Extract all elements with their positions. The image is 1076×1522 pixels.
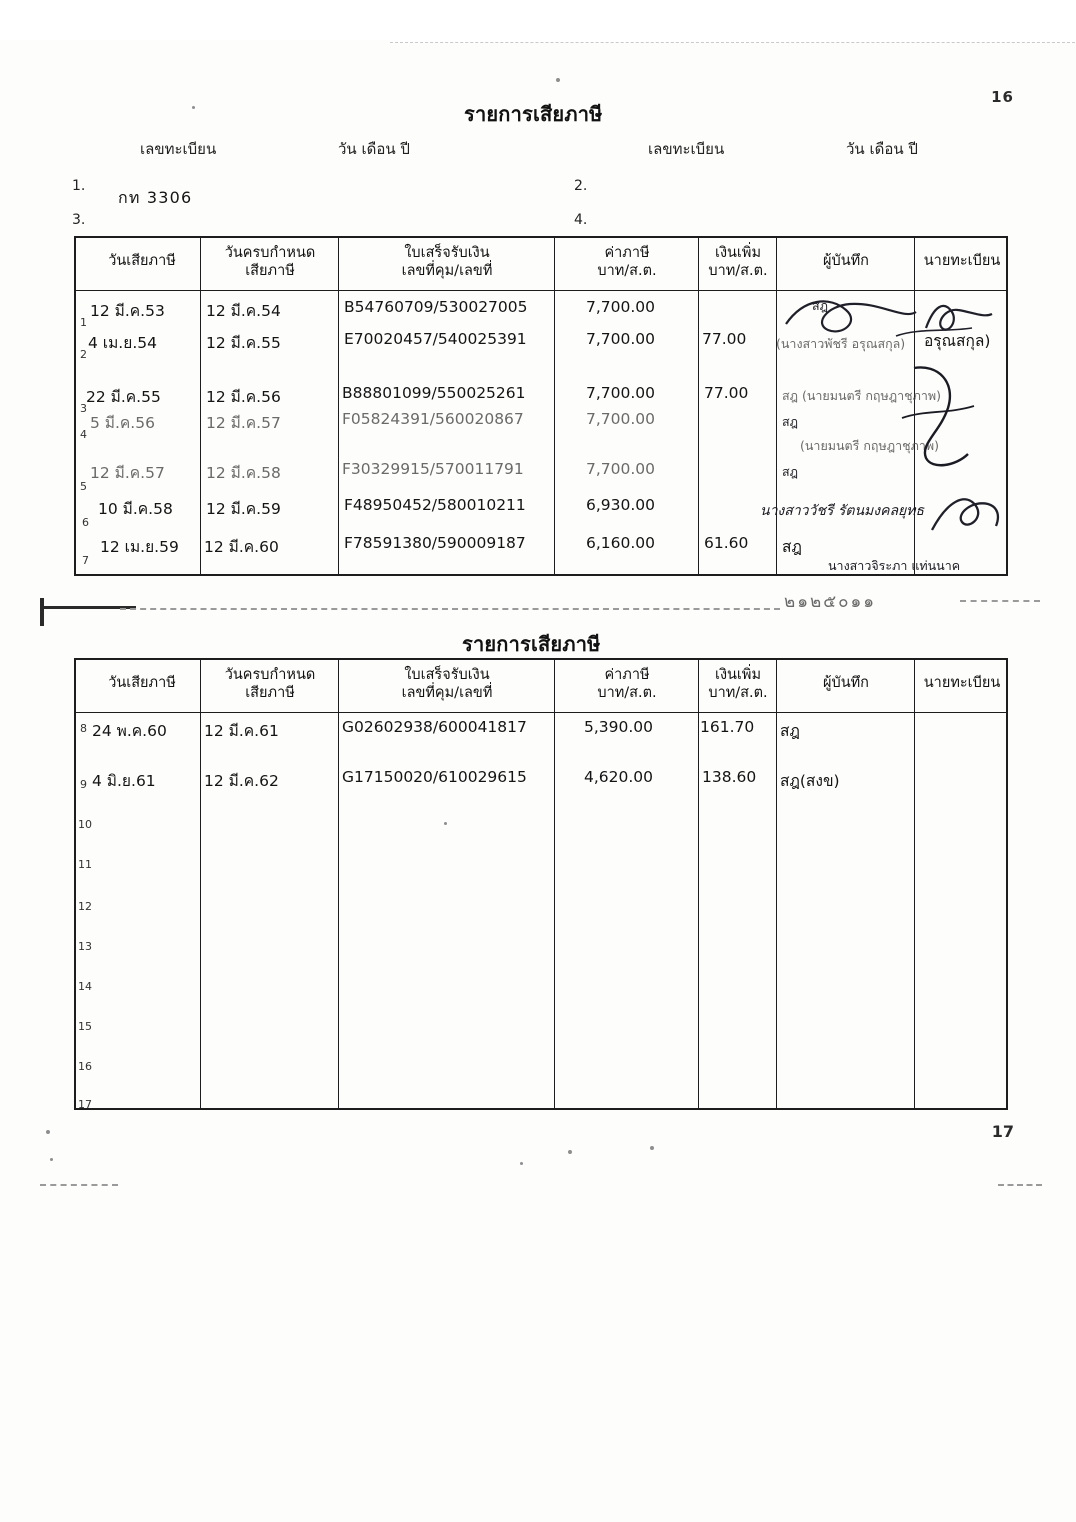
scan-speck: [192, 106, 195, 109]
row-number: 3: [80, 402, 87, 415]
cell-due-date: 12 มี.ค.54: [206, 302, 281, 320]
cell-recorder: สฎ (นายมนตรี กฤษฎาชุภาพ): [782, 388, 941, 403]
cell-recorder: สฎ: [782, 464, 799, 479]
cell-registrar: นางสาวจิระภา แท่นนาค: [828, 558, 961, 573]
scan-fold-mark: [40, 598, 44, 626]
cell-tax: 6,160.00: [586, 534, 656, 552]
row-number: 1: [80, 316, 87, 329]
cell-recorder: (นางสาวพัชรี อรุณสกุล): [776, 336, 906, 351]
cell-receipt: G02602938/600041817: [342, 718, 527, 736]
scan-speck: [556, 78, 560, 82]
cell-due-date: 12 มี.ค.55: [206, 334, 281, 352]
row-number: 14: [78, 980, 92, 993]
cell-surcharge: 161.70: [700, 718, 755, 736]
row-number: 12: [78, 900, 92, 913]
col-header-recorder: ผู้บันทึก: [823, 253, 869, 269]
col-header-tax: ค่าภาษี บาท/ส.ต.: [597, 245, 657, 280]
cell-recorder: สฎ(สงข): [780, 772, 840, 790]
cell-receipt: G17150020/610029615: [342, 768, 527, 786]
cell-tax: 7,700.00: [586, 460, 656, 478]
row-number: 5: [80, 480, 87, 493]
col-header-registrar: นายทะเบียน: [923, 675, 1001, 691]
scan-crop-line-bottom-left: [40, 1184, 118, 1186]
plate-number-value: กท 3306: [118, 188, 193, 207]
slot-number-1: 1.: [72, 178, 86, 194]
cell-recorder: สฎ: [782, 538, 802, 556]
cell-due-date: 12 มี.ค.56: [206, 388, 281, 406]
col-header-due-date: วันครบกำหนด เสียภาษี: [224, 245, 316, 280]
label-date-left: วัน เดือน ปี: [338, 140, 410, 158]
cell-tax: 6,930.00: [586, 496, 656, 514]
label-date-right: วัน เดือน ปี: [846, 140, 918, 158]
cell-recorder: นางสาววัชรี รัตนมงคลยุทธ: [760, 503, 925, 519]
row-number: 9: [80, 778, 87, 791]
page-title-bottom: รายการเสียภาษี: [462, 632, 601, 656]
col-header-receipt: ใบเสร็จรับเงิน เลขที่คุม/เลขที่: [401, 667, 493, 702]
scan-crop-line-right: [960, 600, 1040, 602]
col-header-pay-date: วันเสียภาษี: [108, 253, 176, 269]
row-number: 11: [78, 858, 92, 871]
cell-tax: 5,390.00: [584, 718, 654, 736]
cell-surcharge: 61.60: [704, 534, 749, 552]
page-number-top: 16: [991, 88, 1014, 106]
label-registration-left: เลขทะเบียน: [140, 140, 217, 158]
cell-surcharge: 138.60: [702, 768, 757, 786]
cell-tax: 7,700.00: [586, 410, 656, 428]
scan-speck: [568, 1150, 572, 1154]
cell-pay-date: 12 มี.ค.57: [90, 464, 165, 482]
cell-registrar: (นายมนตรี กฤษฎาชุภาพ): [800, 438, 940, 453]
scan-edge-left: [0, 0, 392, 40]
row-number: 10: [78, 818, 92, 831]
cell-receipt: F78591380/590009187: [344, 534, 526, 552]
row-number: 2: [80, 348, 87, 361]
scan-crop-line: [120, 608, 780, 610]
cell-pay-date: 4 มิ.ย.61: [92, 772, 156, 790]
cell-due-date: 12 มี.ค.57: [206, 414, 281, 432]
cell-due-date: 12 มี.ค.59: [206, 500, 281, 518]
row-number: 13: [78, 940, 92, 953]
row-number: 4: [80, 428, 87, 441]
tax-payment-table-top: [74, 236, 1008, 576]
row-number: 7: [82, 554, 89, 567]
cell-recorder: สฎ: [782, 414, 799, 429]
col-header-tax: ค่าภาษี บาท/ส.ต.: [597, 667, 657, 702]
cell-receipt: F05824391/560020867: [342, 410, 524, 428]
slot-number-2: 2.: [574, 178, 588, 194]
cell-pay-date: 12 มี.ค.53: [90, 302, 165, 320]
cell-due-date: 12 มี.ค.60: [204, 538, 279, 556]
row-number: 6: [82, 516, 89, 529]
scan-speck: [650, 1146, 654, 1150]
cell-pay-date: 22 มี.ค.55: [86, 388, 161, 406]
cell-surcharge: 77.00: [702, 330, 747, 348]
scan-speck: [520, 1162, 523, 1165]
col-header-surcharge: เงินเพิ่ม บาท/ส.ต.: [708, 667, 768, 702]
cell-receipt: F48950452/580010211: [344, 496, 526, 514]
col-header-surcharge: เงินเพิ่ม บาท/ส.ต.: [708, 245, 768, 280]
col-header-pay-date: วันเสียภาษี: [108, 675, 176, 691]
cell-pay-date: 5 มี.ค.56: [90, 414, 155, 432]
cell-pay-date: 12 เม.ย.59: [100, 538, 179, 556]
page-title-top: รายการเสียภาษี: [464, 102, 603, 126]
cell-receipt: F30329915/570011791: [342, 460, 524, 478]
slot-number-3: 3.: [72, 212, 86, 228]
cell-tax: 7,700.00: [586, 298, 656, 316]
cell-recorder: สฎ: [780, 722, 800, 740]
col-header-registrar: นายทะเบียน: [923, 253, 1001, 269]
scan-crop-line-bottom-right: [998, 1184, 1042, 1186]
cell-receipt: E70020457/540025391: [344, 330, 527, 348]
cell-pay-date: 10 มี.ค.58: [98, 500, 173, 518]
ink-smudge-annotation: ๒๑๒๕๐๑๑: [784, 592, 877, 612]
cell-receipt: B54760709/530027005: [344, 298, 528, 316]
label-registration-right: เลขทะเบียน: [648, 140, 725, 158]
cell-due-date: 12 มี.ค.61: [204, 722, 279, 740]
row-number: 8: [80, 722, 87, 735]
col-header-recorder: ผู้บันทึก: [823, 675, 869, 691]
cell-pay-date: 4 เม.ย.54: [88, 334, 157, 352]
cell-tax: 4,620.00: [584, 768, 654, 786]
cell-tax: 7,700.00: [586, 384, 656, 402]
cell-pay-date: 24 พ.ค.60: [92, 722, 167, 740]
scan-speck: [444, 822, 447, 825]
cell-due-date: 12 มี.ค.62: [204, 772, 279, 790]
cell-recorder: สฎ: [812, 298, 829, 313]
col-header-receipt: ใบเสร็จรับเงิน เลขที่คุม/เลขที่: [401, 245, 493, 280]
row-number: 16: [78, 1060, 92, 1073]
cell-receipt: B88801099/550025261: [342, 384, 526, 402]
row-number: 15: [78, 1020, 92, 1033]
cell-surcharge: 77.00: [704, 384, 749, 402]
tax-payment-table-bottom: [74, 658, 1008, 1110]
slot-number-4: 4.: [574, 212, 588, 228]
scan-speck: [46, 1130, 50, 1134]
scan-speck: [50, 1158, 53, 1161]
row-number: 17: [78, 1098, 92, 1111]
cell-tax: 7,700.00: [586, 330, 656, 348]
cell-registrar: อรุณสกุล): [924, 332, 991, 350]
page-number-bottom: 17: [991, 1122, 1014, 1141]
cell-due-date: 12 มี.ค.58: [206, 464, 281, 482]
col-header-due-date: วันครบกำหนด เสียภาษี: [224, 667, 316, 702]
scan-edge-top: [390, 0, 1076, 43]
